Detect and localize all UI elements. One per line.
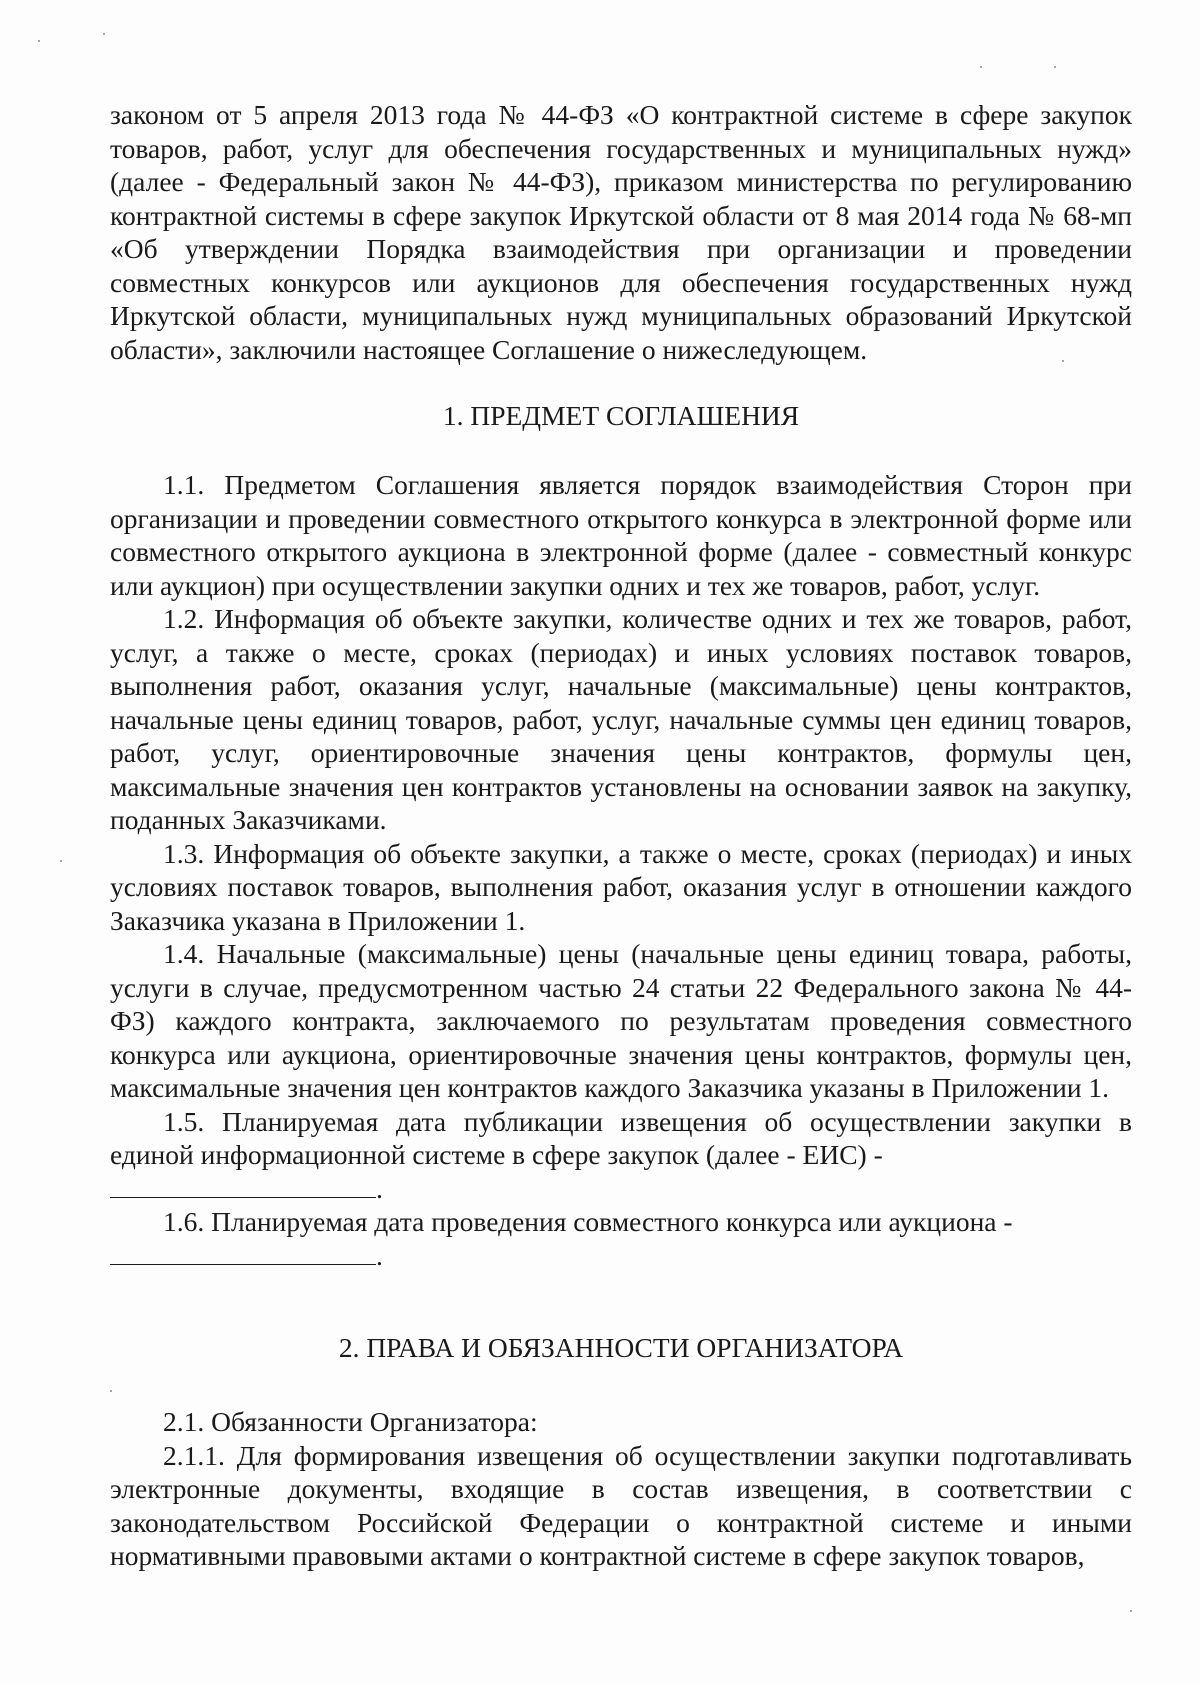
date-blank-1-5: [110, 1173, 376, 1198]
section-2-title: 2. ПРАВА И ОБЯЗАННОСТИ ОРГАНИЗАТОРА: [338, 1332, 904, 1363]
section-1: [110, 399, 1132, 433]
clause-2-1: 2.1. Обязанности Организатора:: [163, 1406, 538, 1437]
clause-2-1-1: 2.1.1. Для формирования извещения об осуществлении закупки подготавливать электронные документы, входящие в состав извещения, в соответствии с законодательством Российской Федерации о контрактной системе и иными нормативными правовыми актами о контрактной системе в сфере закупок товаров,: [110, 1439, 1132, 1571]
clause-1-2: 1.2. Информация об объекте закупки, количестве одних и тех же товаров, работ, услуг, а также о месте, сроках (периодах) и иных условиях поставок товаров, выполнения работ, оказания услуг, начальные (максимальные) цены контрактов, начальные цены единиц товаров, работ, услуг, начальные суммы цен единиц товаров, работ, услуг, ориентировочные значения цены контрактов, формулы цен, максимальные значения цен контрактов установлены на основании заявок на закупку, поданных Заказчиками.: [110, 603, 1132, 835]
scan-speck: [103, 33, 105, 35]
scan-speck: [1054, 66, 1056, 68]
clause-1-4: 1.4. Начальные (максимальные) цены (начальные цены единиц товара, работы, услуги в случае, предусмотренном частью 24 статьи 22 Федерального закона № 44-ФЗ) каждого контракта, заключаемого по результатам проведения совместного конкурса или аукциона, ориентировочные значения цены контрактов, формулы цен, максимальные значения цен контрактов каждого Заказчика указаны в Приложении 1.: [110, 938, 1132, 1103]
scan-speck: [110, 1390, 112, 1392]
clause-1-1: 1.1. Предметом Соглашения является порядок взаимодействия Сторон при организации и проведении совместного открытого конкурса в электронной форме или совместного открытого аукциона в электронной форме (далее - совместный конкурс или аукцион) при осуществлении закупки одних и тех же товаров, работ, услуг.: [110, 469, 1132, 601]
scan-speck: [1130, 1610, 1132, 1612]
date-blank-1-6: [110, 1240, 376, 1265]
section-1-body: [110, 468, 1132, 1272]
blank-end-1-5: .: [376, 1172, 383, 1204]
scan-speck: [38, 40, 40, 42]
scan-speck: [980, 66, 982, 68]
section-2: [110, 1331, 1132, 1365]
scan-speck: [60, 860, 62, 862]
blank-end-1-6: .: [376, 1239, 383, 1271]
document-body: [110, 98, 1132, 366]
intro-paragraph: законом от 5 апреля 2013 года № 44-ФЗ «О контрактной системе в сфере закупок товаров, работ, услуг для обеспечения государственных и муниципальных нужд» (далее - Федеральный закон № 44-ФЗ), приказом министерства по регулированию контрактной системы в сфере закупок Иркутской области от 8 мая 2014 года № 68-мп «Об утверждении Порядка взаимодействия при организации и проведении совместных конкурсов или аукционов для обеспечения государственных нужд Иркутской области, муниципальных нужд муниципальных образований Иркутской области», заключили настоящее Соглашение о нижеследующем.: [110, 99, 1132, 365]
clause-1-5-text: 1.5. Планируемая дата публикации извещения об осуществлении закупки в единой информационной системе в сфере закупок (далее - ЕИС) -: [110, 1105, 1132, 1170]
clause-1-6: [110, 1205, 1132, 1272]
section-2-body: [110, 1405, 1132, 1573]
clause-1-3: 1.3. Информация об объекте закупки, а также о месте, сроках (периодах) и иных условиях поставок товаров, выполнения работ, оказания услуг в отношении каждого Заказчика указана в Приложении 1.: [110, 837, 1132, 936]
clause-1-6-text: 1.6. Планируемая дата проведения совместного конкурса или аукциона -: [163, 1206, 1013, 1237]
clause-1-5: [110, 1105, 1132, 1206]
section-1-title: 1. ПРЕДМЕТ СОГЛАШЕНИЯ: [442, 400, 800, 431]
